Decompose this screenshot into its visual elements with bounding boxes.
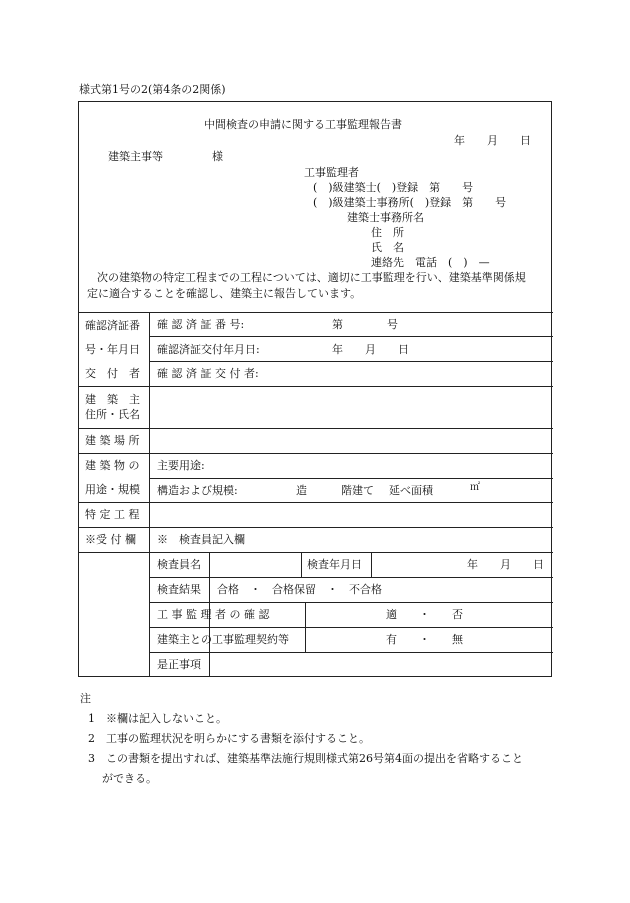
address-label: 住 所 bbox=[371, 226, 404, 239]
declaration-line-2: 定に適合することを確認し、建築主に報告しています。 bbox=[87, 287, 362, 300]
rule bbox=[79, 527, 553, 528]
result-label: 検査結果 bbox=[157, 583, 201, 596]
rule bbox=[371, 552, 372, 577]
contract-options: 有 ・ 無 bbox=[386, 633, 463, 646]
rule bbox=[149, 361, 553, 362]
floor-area-unit: ㎡ bbox=[470, 482, 480, 493]
rule bbox=[79, 386, 553, 387]
report-title: 中間検査の申請に関する工事監理報告書 bbox=[204, 118, 402, 131]
note-item: 3 この書類を提出すれば、建築基準法施行規則様式第26号第4面の提出を省略すること bbox=[88, 752, 523, 765]
confirm-date-value: 年 月 日 bbox=[332, 343, 409, 356]
confirm-issuer-label: 確 認 済 証 交 付 者: bbox=[157, 367, 259, 380]
use-label: 用途・規模 bbox=[85, 483, 140, 496]
rule bbox=[79, 552, 553, 553]
rule bbox=[149, 312, 150, 552]
owner-label: 住所・氏名 bbox=[85, 408, 140, 421]
confirm-no-value: 第 号 bbox=[332, 318, 398, 331]
office-registration: ( )級建築士事務所( )登録 第 号 bbox=[313, 196, 507, 209]
structure-value: 造 bbox=[296, 484, 307, 497]
notes-heading: 注 bbox=[80, 692, 91, 705]
contact-line: 連絡先 電話 ( ) — bbox=[371, 256, 490, 269]
office-name: 建築士事務所名 bbox=[347, 211, 424, 224]
inspection-date-value: 年 月 日 bbox=[467, 558, 544, 571]
note-item: 1 ※欄は記入しないこと。 bbox=[88, 712, 227, 725]
inspection-date-label: 検査年月日 bbox=[307, 558, 362, 571]
inspector-section-label: ※ 検査員記入欄 bbox=[157, 533, 245, 546]
result-options: 合格 ・ 合格保留 ・ 不合格 bbox=[217, 583, 382, 596]
structure-label: 構造および規模: bbox=[157, 484, 238, 497]
report-form bbox=[78, 101, 552, 677]
confirm-label: 交 付 者 bbox=[85, 367, 140, 380]
note-item-continuation: ができる。 bbox=[102, 772, 157, 785]
rule bbox=[301, 552, 302, 577]
rule bbox=[149, 552, 150, 677]
confirm-label: 号・年月日 bbox=[85, 343, 140, 356]
supervisor-check-label: 工 事 監 理 者 の 確 認 bbox=[157, 608, 270, 621]
rule bbox=[79, 428, 553, 429]
name-label: 氏 名 bbox=[371, 241, 404, 254]
form-label: 様式第1号の2(第4条の2関係) bbox=[79, 83, 226, 96]
inspector-name-label: 検査員名 bbox=[157, 558, 201, 571]
use-label: 建 築 物 の bbox=[85, 459, 140, 472]
rule bbox=[149, 478, 553, 479]
floors-value: 階建て bbox=[341, 484, 374, 497]
process-label: 特 定 工 程 bbox=[85, 508, 140, 521]
notes bbox=[80, 689, 560, 789]
confirm-label: 確認済証番 bbox=[85, 319, 140, 332]
honorific: 様 bbox=[212, 150, 223, 163]
rule bbox=[79, 453, 553, 454]
report-date: 年 月 日 bbox=[454, 134, 531, 147]
site-label: 建 築 場 所 bbox=[85, 434, 140, 447]
main-use-label: 主要用途: bbox=[157, 459, 205, 472]
supervisor-check-options: 適 ・ 否 bbox=[386, 608, 463, 621]
rule bbox=[79, 502, 553, 503]
confirm-date-label: 確認済証交付年月日: bbox=[157, 343, 260, 356]
rule bbox=[305, 602, 306, 652]
addressee: 建築主事等 bbox=[108, 150, 163, 163]
architect-registration: ( )級建築士( )登録 第 号 bbox=[313, 181, 474, 194]
contract-label: 建築主との工事監理契約等 bbox=[157, 633, 289, 646]
supervisor-label: 工事監理者 bbox=[304, 166, 359, 179]
declaration-line-1: 次の建築物の特定工程までの工程については、適切に工事監理を行い、建築基準関係規 bbox=[97, 271, 526, 284]
owner-label: 建 築 主 bbox=[85, 393, 140, 406]
reception-label: ※受 付 欄 bbox=[85, 533, 136, 546]
rule bbox=[79, 312, 553, 313]
confirm-no-label: 確 認 済 証 番 号: bbox=[157, 318, 245, 331]
floor-area-label: 延べ面積 bbox=[389, 484, 433, 497]
note-item: 2 工事の監理状況を明らかにする書類を添付すること。 bbox=[88, 732, 370, 745]
correction-label: 是正事項 bbox=[157, 658, 201, 671]
rule bbox=[149, 336, 553, 337]
